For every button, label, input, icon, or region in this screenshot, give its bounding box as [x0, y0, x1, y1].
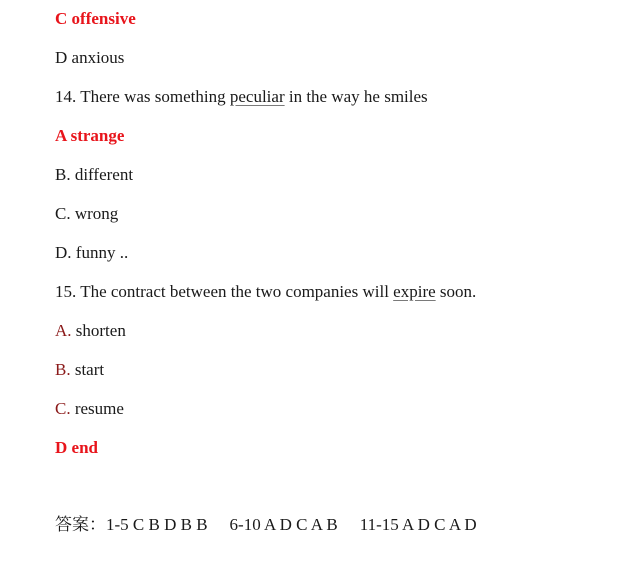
- option-d-funny: D. funny ..: [55, 243, 129, 262]
- question-14-text-before: 14. There was something: [55, 87, 230, 106]
- option-a-strange-correct: A strange: [55, 126, 125, 145]
- option-c-wrong: C. wrong: [55, 204, 119, 223]
- answer-group-6-10: 6-10 A D C A B: [229, 515, 338, 534]
- question-15-text-before: 15. The contract between the two companies will: [55, 282, 394, 301]
- answer-key-label: 答案：: [55, 515, 106, 534]
- question-14: [55, 86, 428, 108]
- answer-group-11-15: 11-15 A D C A D: [359, 515, 477, 534]
- question-14-text-after: in the way he smiles: [284, 87, 428, 106]
- question-15: [55, 281, 476, 303]
- option-text: shorten: [71, 321, 126, 340]
- option-letter: C.: [55, 399, 71, 418]
- question-15-keyword: expire: [393, 282, 436, 301]
- option-c-offensive-correct: C offensive: [55, 9, 136, 28]
- option-b-different: B. different: [55, 165, 134, 184]
- answer-group-1-5: 1-5 C B D B B: [106, 515, 208, 534]
- option-text: start: [70, 360, 105, 379]
- answer-key: [55, 514, 477, 536]
- option-a-shorten: [55, 320, 126, 342]
- question-14-keyword: peculiar: [229, 87, 285, 106]
- option-text: resume: [70, 399, 124, 418]
- option-b-start: [55, 359, 104, 381]
- option-letter: A.: [55, 321, 72, 340]
- option-d-anxious: D anxious: [55, 48, 125, 67]
- option-d-end-correct: D end: [55, 438, 98, 457]
- question-15-text-after: soon.: [435, 282, 477, 301]
- option-letter: B.: [55, 360, 71, 379]
- option-c-resume: [55, 398, 124, 420]
